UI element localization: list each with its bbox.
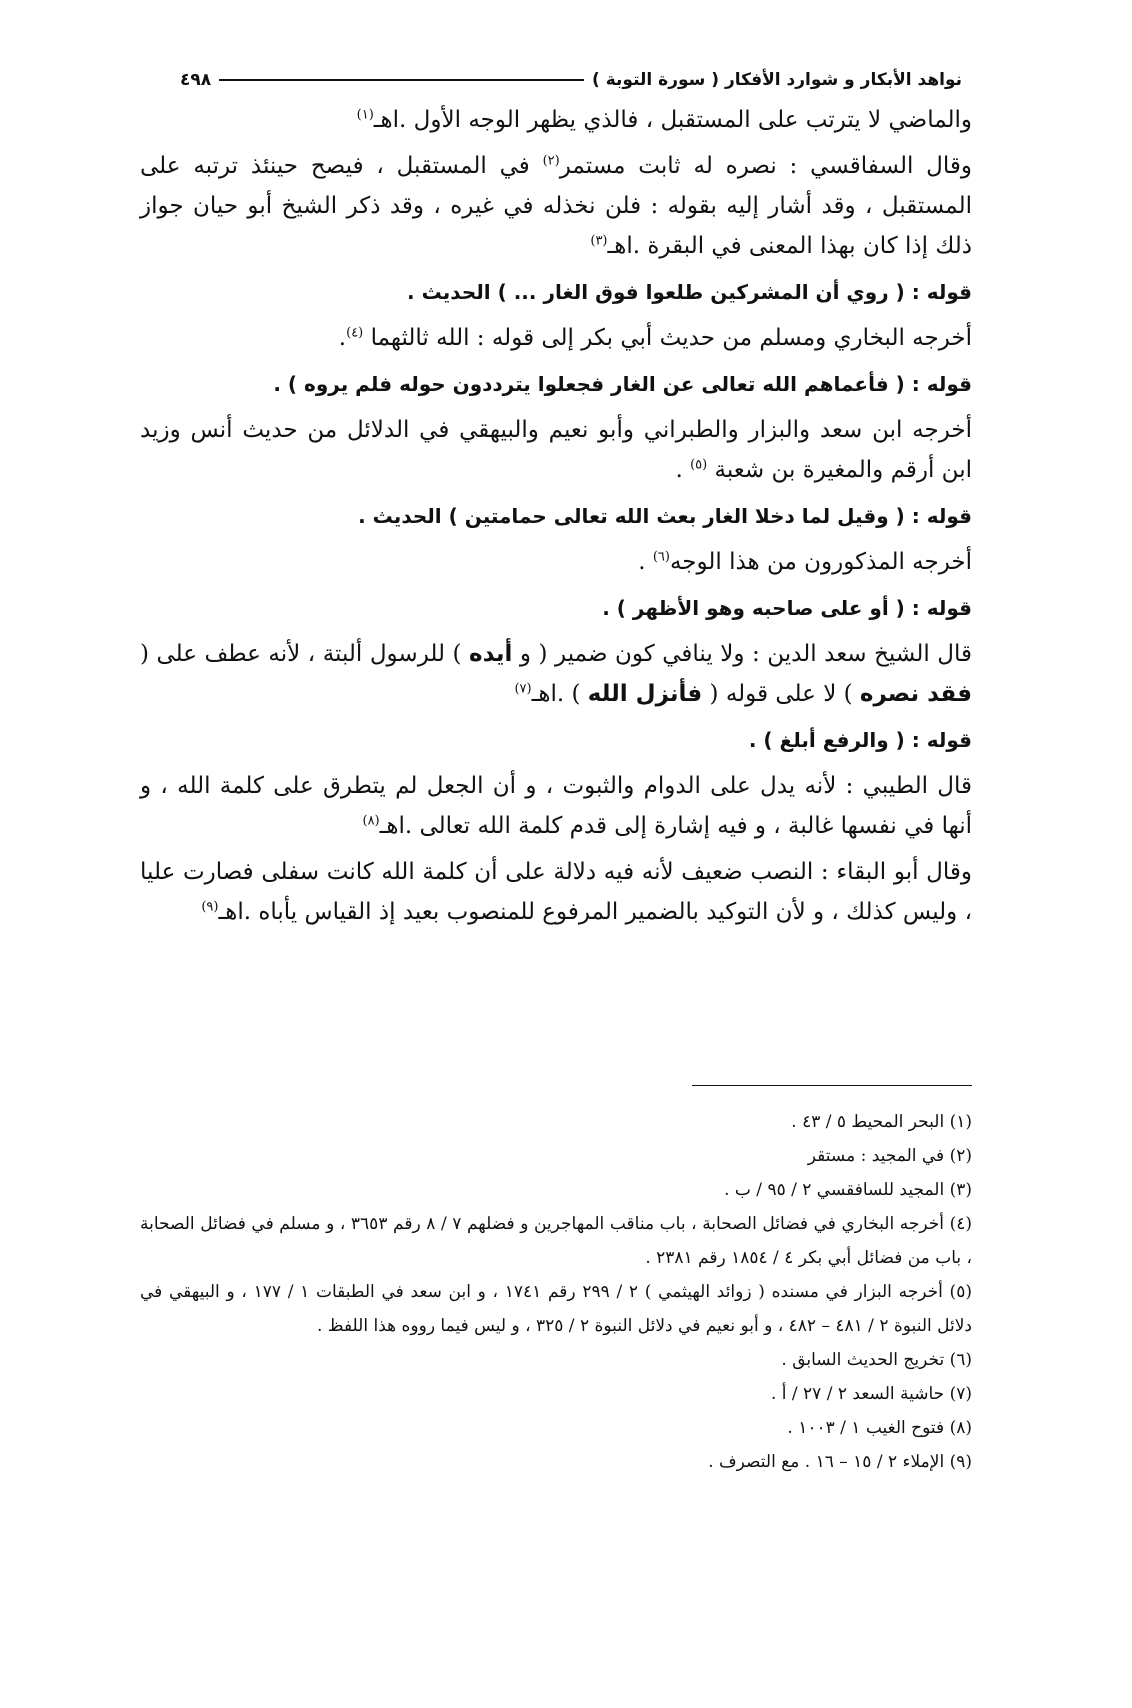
page-number: ٤٩٨: [180, 70, 212, 90]
footnote: (١) البحر المحيط ٥ / ٤٣ .: [791, 1112, 972, 1132]
paragraph: وقال أبو البقاء : النصب ضعيف لأنه فيه دلالة على أن كلمة الله كانت سفلى فصارت عليا ، وليس كذلك ، و لأن التوكيد بالضمير المرفوع للمنصوب بعيد إذ القياس يأباه .اهـ$^{(٩)}$: [140, 859, 972, 925]
section-heading: قوله : ( فأعماهم الله تعالى عن الغار فجعلوا يترددون حوله فلم يروه ) .: [273, 372, 972, 396]
footnotes: [140, 1105, 972, 1479]
paragraph: أخرجه البخاري ومسلم من حديث أبي بكر إلى قوله : الله ثالثهما $^{(٤)}$.: [338, 325, 972, 351]
paragraph: أخرجه ابن سعد والبزار والطبراني وأبو نعيم والبيهقي في الدلائل من حديث أنس وزيد ابن أرقم والمغيرة بن شعبة $^{(٥)}$ .: [140, 417, 972, 483]
paragraph: قال الطيبي : لأنه يدل على الدوام والثبوت ، و أن الجعل لم يتطرق على كلمة الله ، و أنها في نفسها غالبة ، و فيه إشارة إلى قدم كلمة الله تعالى .اهـ$^{(٨)}$: [140, 773, 972, 839]
footnote: (٧) حاشية السعد ٢ / ٢٧ / أ .: [770, 1384, 972, 1404]
footnote: (٩) الإملاء ٢ / ١٥ – ١٦ . مع التصرف .: [708, 1452, 972, 1472]
paragraph: وقال السفاقسي : نصره له ثابت مستمر$^{(٢)}$ في المستقبل ، فيصح حينئذ ترتبه على المستقبل ، وقد أشار إليه بقوله : فلن نخذله في غيره ، وقد ذكر الشيخ أبو حيان جواز ذلك إذا كان بهذا المعنى في البقرة .اهـ$^{(٣)}$: [140, 153, 972, 259]
footnote: (٢) في المجيد : مستقر: [807, 1146, 972, 1166]
paragraph: أخرجه المذكورون من هذا الوجه$^{(٦)}$ .: [638, 549, 972, 575]
running-header: [180, 60, 962, 100]
footnote: (٥) أخرجه البزار في مسنده ( زوائد الهيثمي ) ٢ / ٢٩٩ رقم ١٧٤١ ، و ابن سعد في الطبقات ١ / ١٧٧ ، و البيهقي في دلائل النبوة ٢ / ٤٨١ – ٤٨٢ ، و أبو نعيم في دلائل النبوة ٢ / ٣٢٥ ، و ليس فيما رووه هذا اللفظ .: [140, 1282, 972, 1336]
section-heading: قوله : ( والرفع أبلغ ) .: [748, 728, 972, 752]
header-rule: [219, 79, 584, 81]
section-heading: قوله : ( أو على صاحبه وهو الأظهر ) .: [602, 596, 972, 620]
footnote: (٦) تخريج الحديث السابق .: [781, 1350, 972, 1370]
header-title: نواهد الأبكار و شوارد الأفكار ( سورة التوبة ): [592, 70, 962, 90]
footnote: (٣) المجيد للسافقسي ٢ / ٩٥ / ب .: [724, 1180, 972, 1200]
paragraph: قال الشيخ سعد الدين : ولا ينافي كون ضمير ( و أيده ) للرسول ألبتة ، لأنه عطف على ( فقد نصره ) لا على قوله ( فأنزل الله ) .اهـ$^{(٧)}$: [140, 641, 973, 707]
footnote-separator: [692, 1085, 972, 1086]
section-heading: قوله : ( وقيل لما دخلا الغار بعث الله تعالى حمامتين ) الحديث .: [358, 504, 972, 528]
main-text: [140, 100, 972, 938]
section-heading: قوله : ( روي أن المشركين طلعوا فوق الغار ... ) الحديث .: [407, 280, 972, 304]
footnote: (٤) أخرجه البخاري في فضائل الصحابة ، باب مناقب المهاجرين و فضلهم ٧ / ٨ رقم ٣٦٥٣ ، و مسلم في فضائل الصحابة ، باب من فضائل أبي بكر ٤ / ١٨٥٤ رقم ٢٣٨١ .: [140, 1214, 972, 1268]
paragraph: والماضي لا يترتب على المستقبل ، فالذي يظهر الوجه الأول .اهـ$^{(١)}$: [356, 107, 972, 133]
footnote: (٨) فتوح الغيب ١ / ١٠٠٣ .: [787, 1418, 972, 1438]
